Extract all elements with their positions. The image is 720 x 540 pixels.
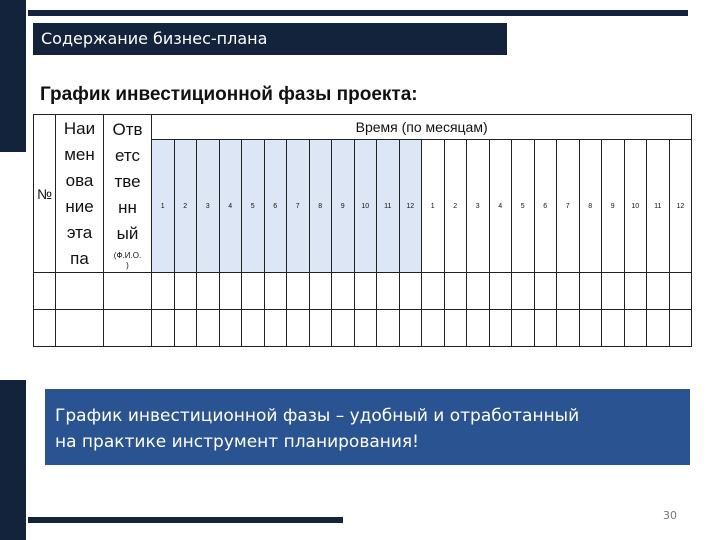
table-cell[interactable] <box>489 310 512 347</box>
table-cell[interactable] <box>467 273 490 310</box>
table-cell[interactable] <box>579 310 602 347</box>
month-header-cell: 5 <box>512 140 535 273</box>
callout-line-1: График инвестиционной фазы – удобный и отработанный <box>55 406 580 426</box>
table-cell[interactable] <box>264 273 287 310</box>
table-cell[interactable] <box>377 273 400 310</box>
header-stage-name <box>56 115 104 273</box>
table-cell[interactable] <box>512 273 535 310</box>
table-cell[interactable] <box>56 273 104 310</box>
header-number: № <box>34 115 56 273</box>
month-header-cell: 11 <box>377 140 400 273</box>
table-row <box>34 273 692 310</box>
table-cell[interactable] <box>602 310 625 347</box>
month-header-cell: 2 <box>444 140 467 273</box>
investment-schedule-table <box>33 114 692 347</box>
month-header-cell: 6 <box>534 140 557 273</box>
header-responsible-text: Отв етс тве нн ый <box>112 120 143 243</box>
callout-box <box>45 389 690 465</box>
callout-line-2: на практике инструмент планирования! <box>55 432 419 452</box>
table-cell[interactable] <box>174 310 197 347</box>
table-cell[interactable] <box>354 273 377 310</box>
slide-title: Содержание бизнес-плана <box>33 23 507 55</box>
month-header-cell: 12 <box>669 140 692 273</box>
table-cell[interactable] <box>34 310 56 347</box>
month-header-cell: 12 <box>399 140 422 273</box>
table-cell[interactable] <box>579 273 602 310</box>
table-cell[interactable] <box>489 273 512 310</box>
month-header-cell: 4 <box>219 140 242 273</box>
table-cell[interactable] <box>444 310 467 347</box>
table-cell[interactable] <box>399 310 422 347</box>
table-cell[interactable] <box>242 310 265 347</box>
table-cell[interactable] <box>242 273 265 310</box>
table-cell[interactable] <box>219 273 242 310</box>
table-cell[interactable] <box>197 310 220 347</box>
month-header-cell: 3 <box>467 140 490 273</box>
table-cell[interactable] <box>647 310 670 347</box>
month-header-cell: 4 <box>489 140 512 273</box>
month-header-cell: 6 <box>264 140 287 273</box>
table-cell[interactable] <box>534 273 557 310</box>
month-header-cell: 3 <box>197 140 220 273</box>
table-cell[interactable] <box>624 310 647 347</box>
table-cell[interactable] <box>422 310 445 347</box>
table-cell[interactable] <box>512 310 535 347</box>
table-cell[interactable] <box>669 310 692 347</box>
table-cell[interactable] <box>332 310 355 347</box>
table-cell[interactable] <box>287 273 310 310</box>
table-cell[interactable] <box>332 273 355 310</box>
table-cell[interactable] <box>444 273 467 310</box>
table-cell[interactable] <box>624 273 647 310</box>
table-cell[interactable] <box>557 310 580 347</box>
month-header-cell: 9 <box>602 140 625 273</box>
month-header-cell: 11 <box>647 140 670 273</box>
table-cell[interactable] <box>104 310 152 347</box>
bottom-rule <box>28 517 343 523</box>
table-row <box>34 310 692 347</box>
table-cell[interactable] <box>34 273 56 310</box>
top-rule <box>28 10 688 16</box>
table-cell[interactable] <box>197 273 220 310</box>
month-header-cell: 10 <box>354 140 377 273</box>
month-header-cell: 7 <box>287 140 310 273</box>
table-cell[interactable] <box>422 273 445 310</box>
table-cell[interactable] <box>354 310 377 347</box>
header-time-months: Время (по месяцам) <box>152 115 692 140</box>
month-header-cell: 8 <box>579 140 602 273</box>
month-header-cell: 10 <box>624 140 647 273</box>
table-cell[interactable] <box>647 273 670 310</box>
table-cell[interactable] <box>174 273 197 310</box>
left-accent-bar-top <box>0 0 26 152</box>
left-accent-bar-bottom <box>0 380 26 540</box>
month-header-cell: 1 <box>152 140 175 273</box>
table-cell[interactable] <box>467 310 490 347</box>
table-cell[interactable] <box>104 273 152 310</box>
table-cell[interactable] <box>377 310 400 347</box>
header-responsible-sub: (Ф.И.О. ) <box>113 251 142 270</box>
page-number: 30 <box>663 509 677 522</box>
month-header-cell: 7 <box>557 140 580 273</box>
month-header-cell: 1 <box>422 140 445 273</box>
header-responsible <box>104 115 152 273</box>
month-header-cell: 9 <box>332 140 355 273</box>
month-header-cell: 2 <box>174 140 197 273</box>
table-cell[interactable] <box>219 310 242 347</box>
month-header-cell: 8 <box>309 140 332 273</box>
table-cell[interactable] <box>557 273 580 310</box>
table-cell[interactable] <box>152 310 175 347</box>
table-cell[interactable] <box>309 273 332 310</box>
table-cell[interactable] <box>399 273 422 310</box>
table-cell[interactable] <box>56 310 104 347</box>
month-header-cell: 5 <box>242 140 265 273</box>
table-cell[interactable] <box>534 310 557 347</box>
header-stage-name-text: Наи мен ова ние эта па <box>63 118 96 268</box>
table-cell[interactable] <box>602 273 625 310</box>
table-cell[interactable] <box>152 273 175 310</box>
table-cell[interactable] <box>287 310 310 347</box>
table-cell[interactable] <box>669 273 692 310</box>
slide-subtitle: График инвестиционной фазы проекта: <box>40 84 418 105</box>
table-cell[interactable] <box>309 310 332 347</box>
table-cell[interactable] <box>264 310 287 347</box>
